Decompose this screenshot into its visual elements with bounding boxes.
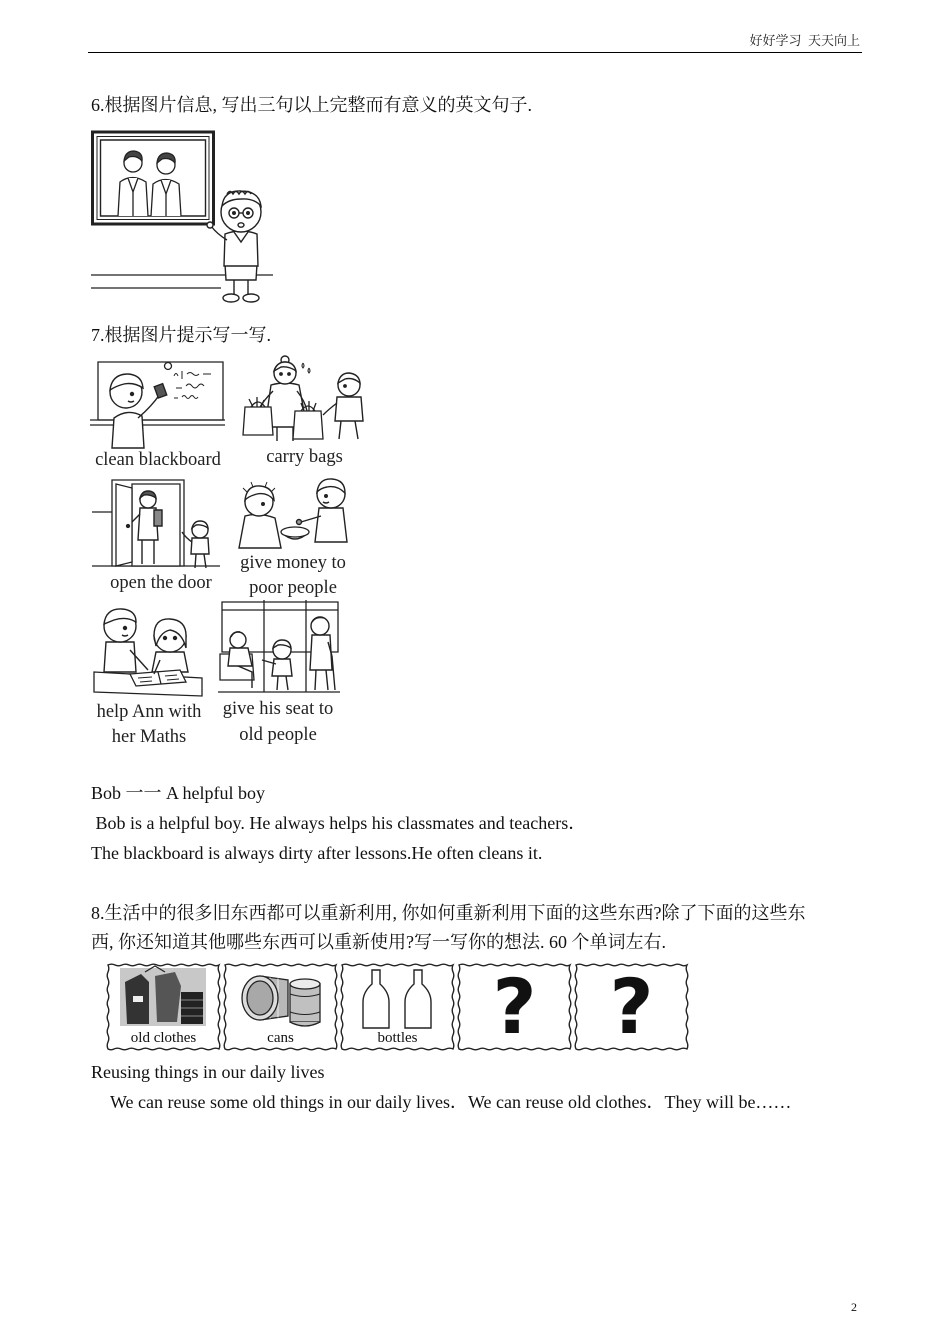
bob-essay-line: The blackboard is always dirty after lessons.He often cleans it. [91, 843, 543, 863]
give-money-illustration [235, 472, 353, 550]
caption-carry-bags [237, 445, 372, 470]
caption-line: open the door [110, 573, 212, 593]
question-mark-icon: ? [492, 962, 537, 1051]
boy-helping [323, 373, 363, 439]
caption-give-seat [212, 696, 344, 748]
can-lying [242, 976, 288, 1020]
question7-prompt: 7.根据图片提示写一写. [91, 325, 271, 345]
clean-blackboard-illustration [90, 358, 225, 448]
caption-line: give his seat to [222, 699, 334, 719]
caption-line: old people [239, 725, 317, 745]
question8-prompt-line: 西, 你还知道其他哪些东西可以重新使用?写一写你的想法. 60 个单词左右. [91, 932, 666, 952]
reuse-essay-line: We can reuse some old things in our daily lives．We can reuse old clothes．They will be…… [110, 1092, 792, 1112]
item-label: bottles [377, 1030, 418, 1046]
caption-open-the-door [98, 571, 224, 596]
bob-essay-line: Bob is a helpful boy. He always helps his classmates and teachers． [91, 813, 587, 833]
question6-prompt: 6.根据图片信息, 写出三句以上完整而有意义的英文句子. [91, 95, 532, 115]
reuse-items-strip [105, 962, 690, 1052]
reuse-essay-title: Reusing things in our daily lives [91, 1062, 325, 1082]
caption-line: carry bags [266, 447, 343, 467]
poor-person-sitting [239, 482, 281, 548]
caption-give-money [228, 551, 358, 601]
question-mark-icon: ? [609, 962, 654, 1051]
caption-clean-blackboard [88, 448, 228, 473]
can-standing [290, 979, 320, 1026]
pointing-boy [207, 191, 261, 302]
item-unknown [456, 962, 573, 1052]
item-old-clothes [105, 962, 222, 1052]
boy-helper [104, 609, 136, 672]
open-the-door-illustration [92, 478, 220, 570]
header-motto: 好好学习 天天向上 [749, 33, 860, 48]
page-number: 2 [851, 1300, 857, 1314]
caption-line: help Ann with [96, 702, 202, 722]
item-bottles [339, 962, 456, 1052]
girl-ann [152, 619, 188, 672]
item-cans [222, 962, 339, 1052]
item-label: cans [267, 1030, 294, 1046]
bob-essay-title: Bob 一一 A helpful boy [91, 783, 265, 803]
portrait-pointing-illustration [91, 130, 273, 306]
carry-bags-illustration [237, 355, 372, 443]
item-unknown [573, 962, 690, 1052]
small-child [182, 521, 209, 568]
caption-line: poor people [249, 578, 337, 598]
caption-line: clean blackboard [95, 450, 221, 470]
give-seat-illustration [218, 600, 340, 694]
question8-prompt-line: 8.生活中的很多旧东西都可以重新利用, 你如何重新利用下面的这些东西?除了下面的这些东 [91, 903, 806, 923]
header-rule [88, 52, 862, 53]
item-label: old clothes [130, 1030, 197, 1046]
caption-line: her Maths [111, 727, 187, 747]
collection-bowl [281, 527, 309, 539]
caption-line: give money to [240, 553, 346, 573]
caption-help-ann [88, 700, 210, 750]
help-ann-illustration [90, 600, 206, 700]
